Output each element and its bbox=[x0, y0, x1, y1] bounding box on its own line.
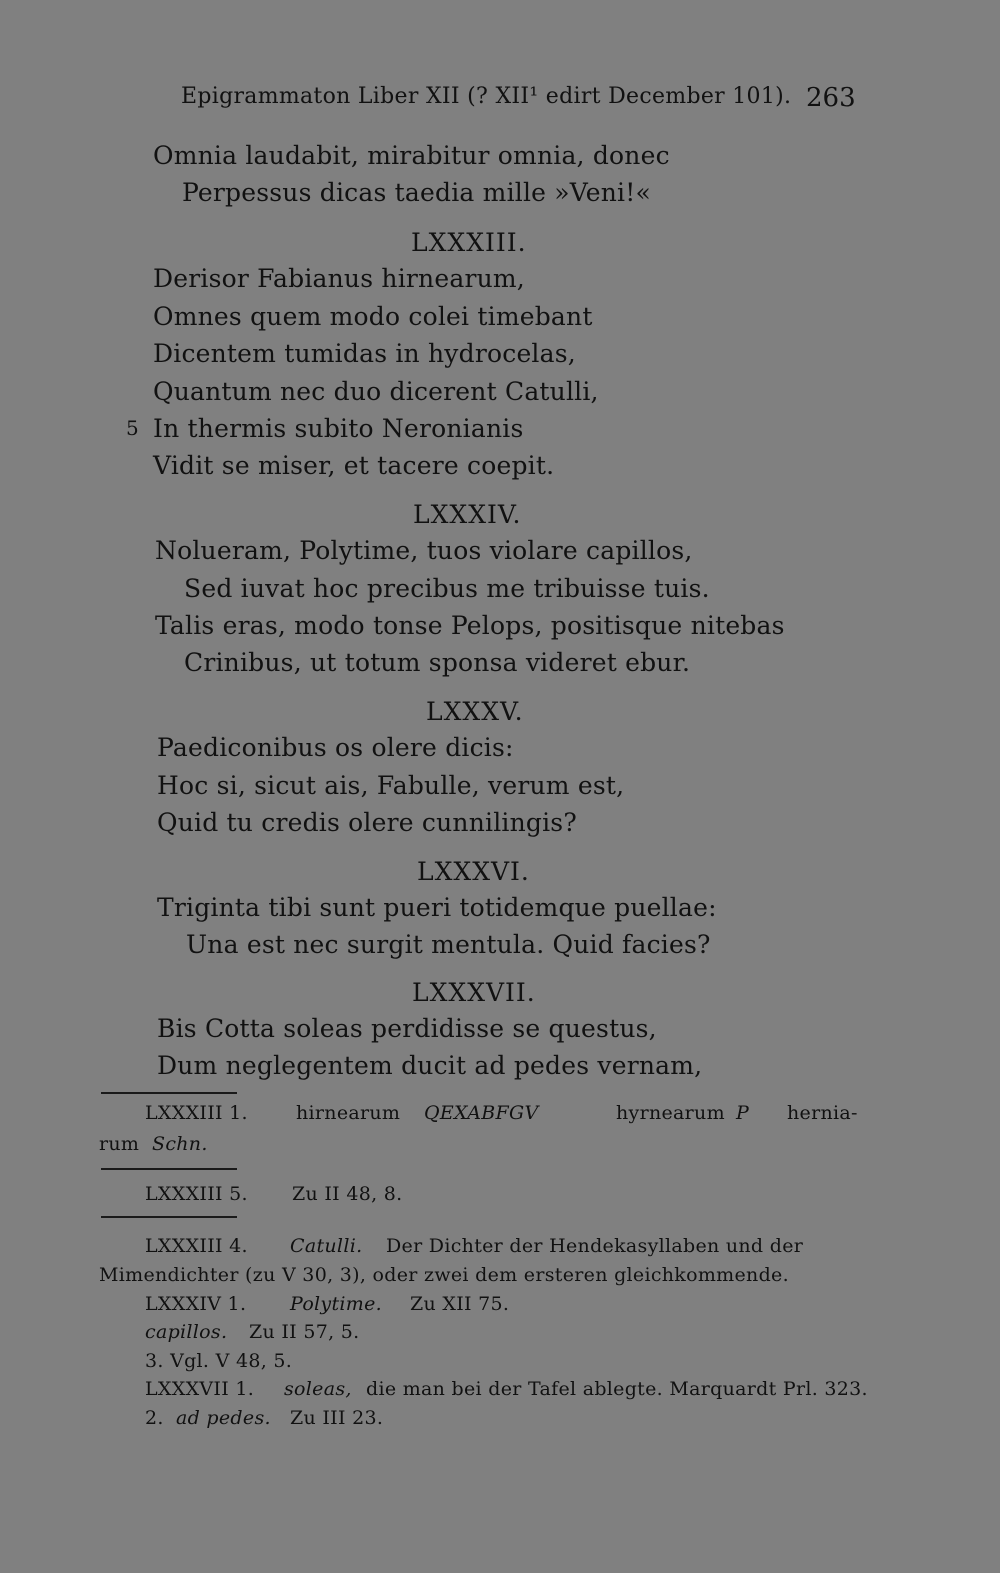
verse-line: Quid tu credis olere cunnilingis? bbox=[157, 808, 577, 837]
verse-line: Sed iuvat hoc precibus me tribuisse tuis. bbox=[184, 574, 710, 603]
verse-line: Vidit se miser, et tacere coepit. bbox=[153, 451, 555, 480]
verse-line: Crinibus, ut totum sponsa videret ebur. bbox=[184, 648, 691, 677]
apparatus-ref: LXXXIII 5. bbox=[145, 1183, 248, 1205]
epigram-heading: LXXXV. bbox=[426, 697, 524, 726]
apparatus-variant: rum bbox=[99, 1133, 140, 1155]
line-number: 5 bbox=[126, 416, 139, 440]
epigram-heading: LXXXVI. bbox=[417, 857, 530, 886]
commentary-lemma: Polytime. bbox=[290, 1293, 382, 1315]
commentary-text: 3. Vgl. V 48, 5. bbox=[145, 1350, 293, 1372]
verse-line: Derisor Fabianus hirnearum, bbox=[153, 264, 525, 293]
verse-line: Nolueram, Polytime, tuos violare capillos, bbox=[155, 536, 693, 565]
footnote-rule bbox=[101, 1168, 237, 1170]
apparatus-lemma: hirnearum bbox=[296, 1102, 401, 1124]
commentary-text: die man bei der Tafel ablegte. Marquardt Prl. 323. bbox=[366, 1378, 868, 1400]
commentary-lemma: capillos. bbox=[145, 1321, 228, 1343]
apparatus-variant: hyrnearum bbox=[616, 1102, 725, 1124]
commentary-lemma: Catulli. bbox=[290, 1235, 363, 1257]
verse-line: Hoc si, sicut ais, Fabulle, verum est, bbox=[157, 771, 625, 800]
verse-line: Dicentem tumidas in hydrocelas, bbox=[153, 339, 576, 368]
verse-line: In thermis subito Neronianis bbox=[153, 414, 524, 443]
verse-line: Omnia laudabit, mirabitur omnia, donec bbox=[153, 141, 670, 170]
verse-line: Perpessus dicas taedia mille »Veni!« bbox=[182, 178, 651, 207]
commentary-ref: 2. bbox=[145, 1407, 164, 1429]
epigram-heading: LXXXVII. bbox=[412, 978, 536, 1007]
verse-line: Omnes quem modo colei timebant bbox=[153, 302, 593, 331]
verse-line: Triginta tibi sunt pueri totidemque puellae: bbox=[157, 893, 717, 922]
page-number: 263 bbox=[806, 83, 856, 113]
running-title: Epigrammaton Liber XII (? XII¹ edirt December 101). bbox=[181, 84, 792, 109]
commentary-lemma: ad pedes. bbox=[176, 1407, 271, 1429]
epigram-heading: LXXXIII. bbox=[411, 228, 527, 257]
commentary-text: Mimendichter (zu V 30, 3), oder zwei dem ersteren gleichkommende. bbox=[99, 1264, 789, 1286]
apparatus-sigla: QEXABFGV bbox=[424, 1102, 539, 1124]
commentary-ref: LXXXVII 1. bbox=[145, 1378, 255, 1400]
apparatus-variant: hernia- bbox=[787, 1102, 858, 1124]
footnote-rule bbox=[101, 1216, 237, 1218]
footnote-rule bbox=[101, 1092, 237, 1094]
apparatus-text: Zu II 48, 8. bbox=[292, 1183, 403, 1205]
apparatus-editor: Schn. bbox=[152, 1133, 208, 1155]
commentary-text: Zu III 23. bbox=[290, 1407, 384, 1429]
commentary-ref: LXXXIV 1. bbox=[145, 1293, 247, 1315]
verse-line: Dum neglegentem ducit ad pedes vernam, bbox=[157, 1051, 703, 1080]
commentary-ref: LXXXIII 4. bbox=[145, 1235, 248, 1257]
epigram-heading: LXXXIV. bbox=[413, 500, 522, 529]
verse-line: Una est nec surgit mentula. Quid facies? bbox=[186, 930, 711, 959]
verse-line: Bis Cotta soleas perdidisse se questus, bbox=[157, 1014, 657, 1043]
verse-line: Paediconibus os olere dicis: bbox=[157, 733, 514, 762]
verse-line: Talis eras, modo tonse Pelops, positisque nitebas bbox=[155, 611, 785, 640]
verse-line: Quantum nec duo dicerent Catulli, bbox=[153, 377, 599, 406]
commentary-text: Der Dichter der Hendekasyllaben und der bbox=[386, 1235, 804, 1257]
commentary-text: Zu XII 75. bbox=[410, 1293, 510, 1315]
apparatus-sigla: P bbox=[736, 1102, 750, 1124]
commentary-text: Zu II 57, 5. bbox=[249, 1321, 360, 1343]
apparatus-ref: LXXXIII 1. bbox=[145, 1102, 248, 1124]
commentary-lemma: soleas, bbox=[284, 1378, 352, 1400]
